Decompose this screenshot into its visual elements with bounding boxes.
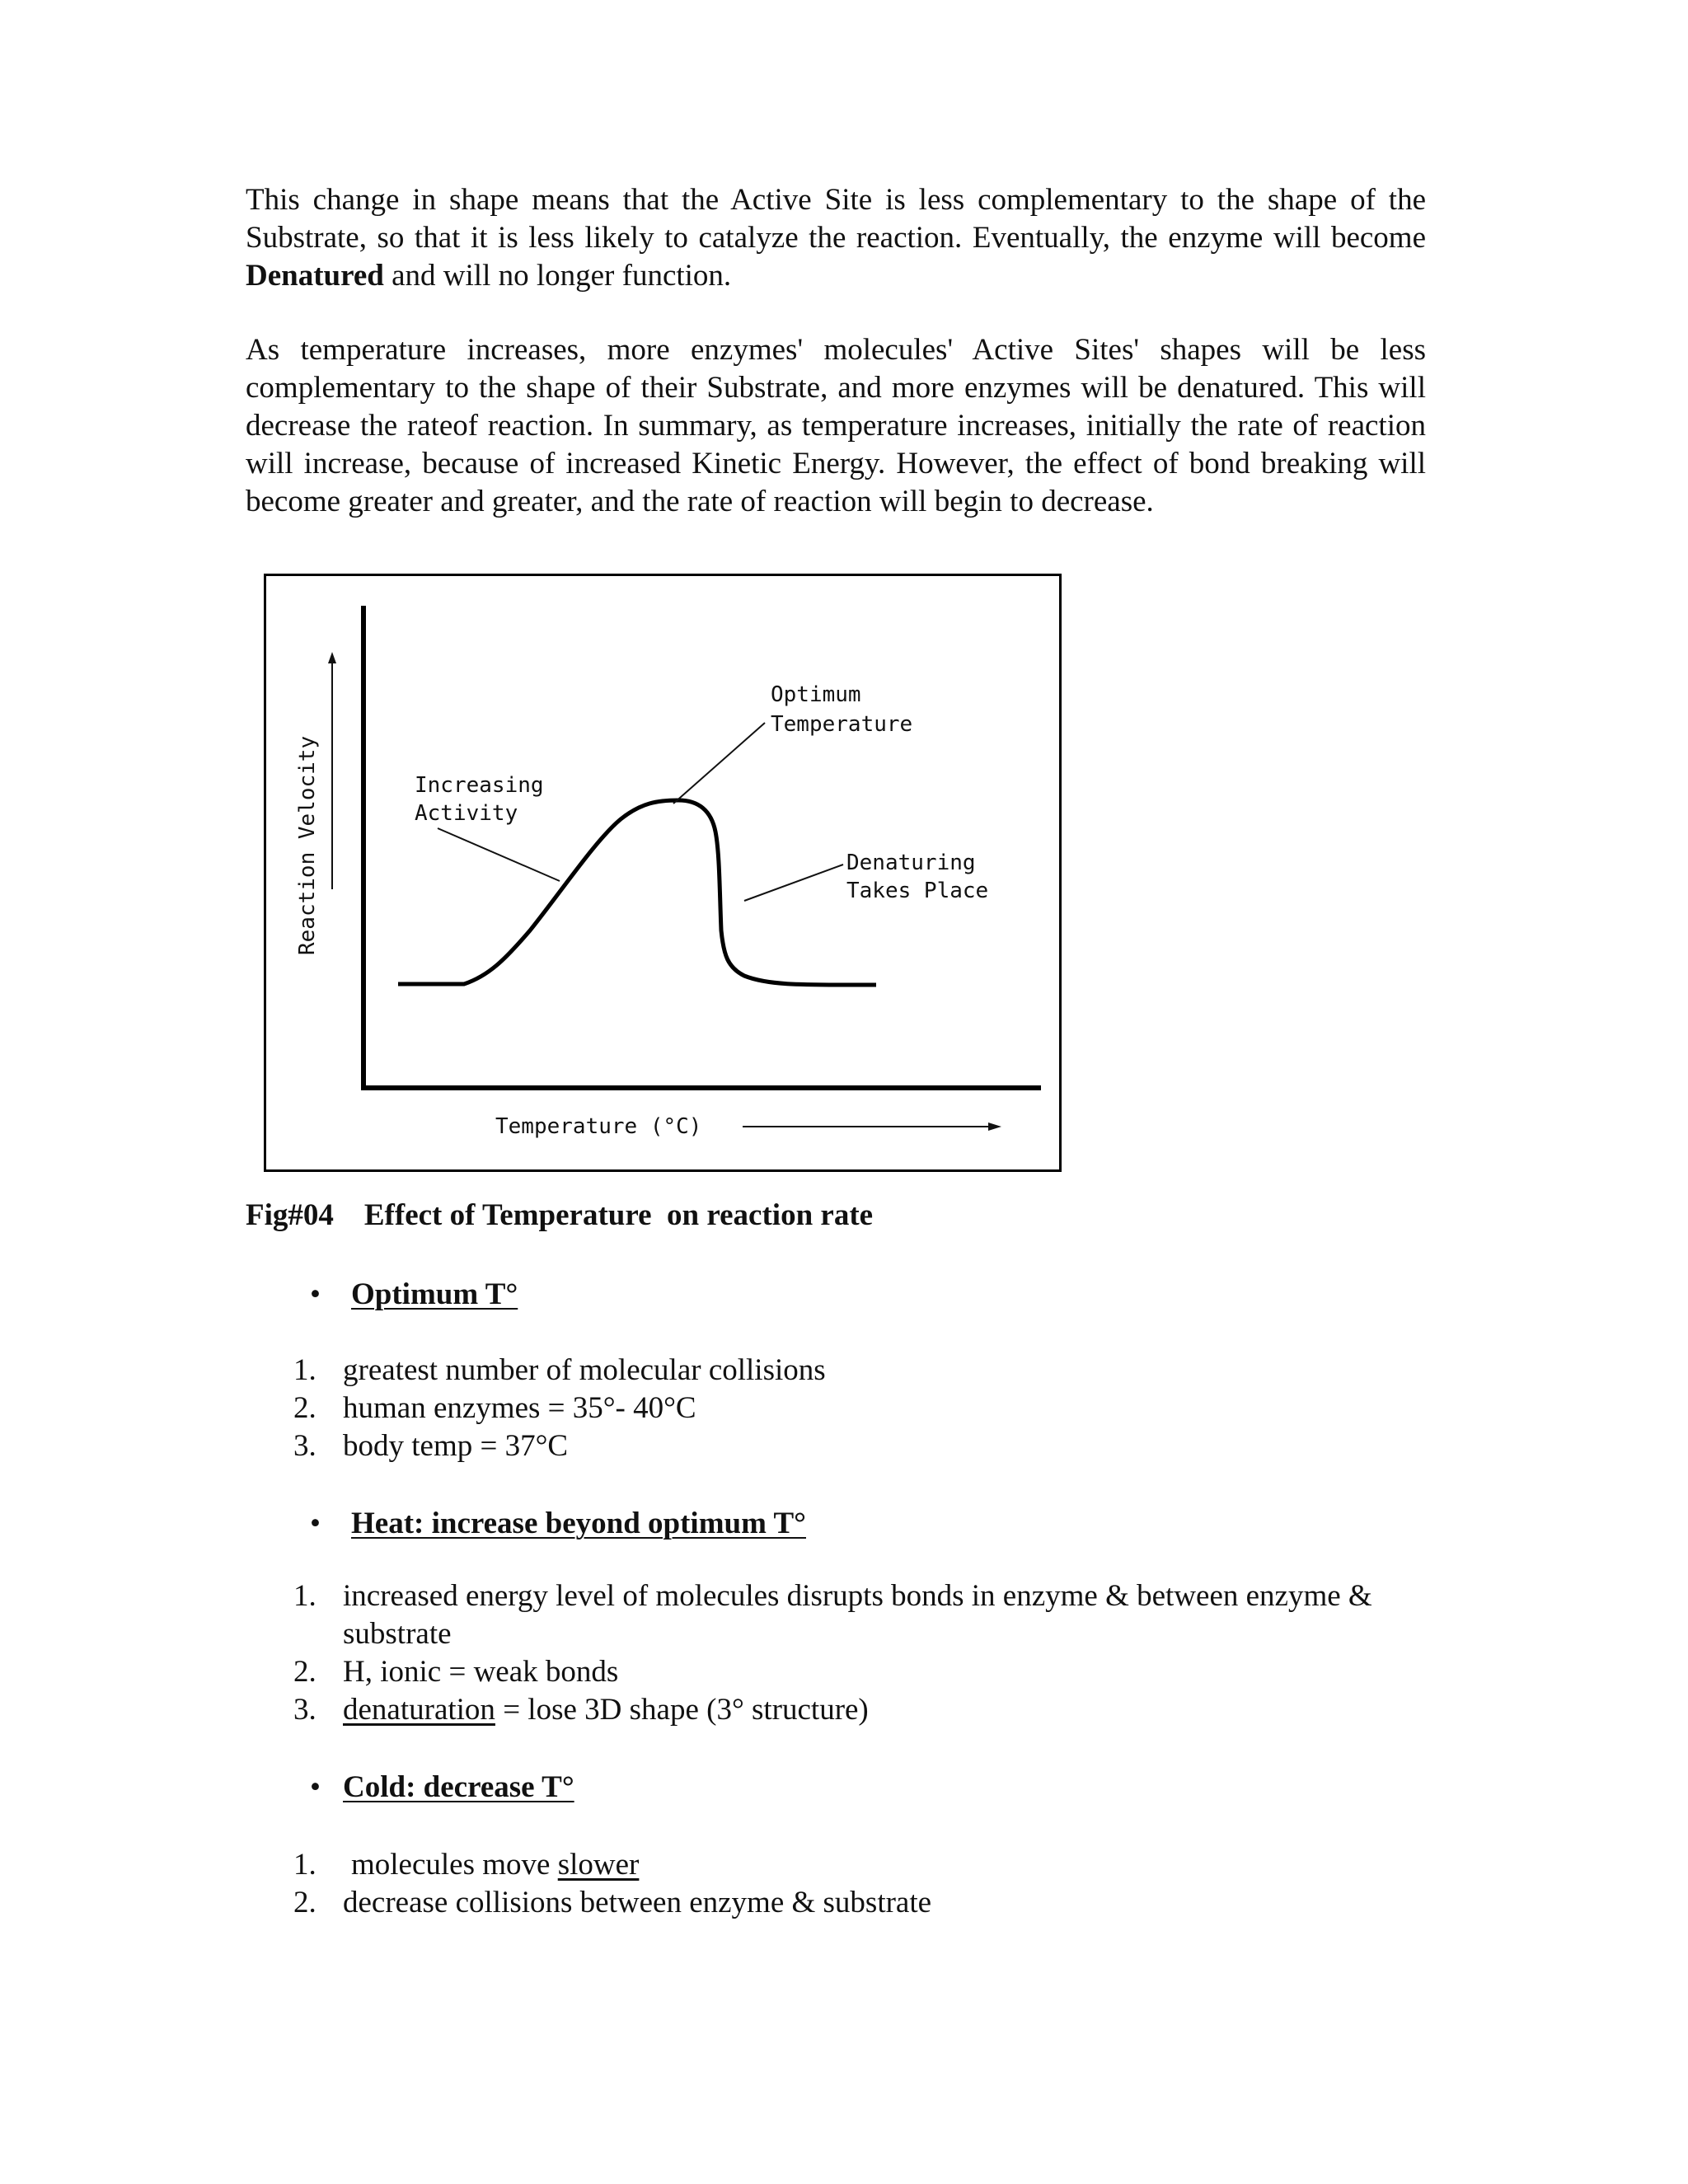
list-number: 3. — [293, 1693, 316, 1727]
y-axis-arrowhead — [328, 652, 336, 663]
leader-line-optimum — [673, 723, 765, 804]
leader-line-increasing — [438, 828, 560, 881]
list-number: 1. — [293, 1579, 316, 1613]
paragraph-temperature-summary: As temperature increases, more enzymes' molecules' Active Sites' shapes will be less complementary to the shape of their Substrate, and more enzymes will be denatured. This will decrease the rateof reaction. In summary, as temperature increases, initially the rate of reaction will increase, because of increased Kinetic Energy. However, the effect of bond breaking will become greater and greater, and the rate of reaction will begin to decrease. — [246, 333, 1426, 518]
list-item-text: H, ionic = weak bonds — [343, 1655, 619, 1689]
annotation-optimum: Optimum — [771, 682, 861, 707]
annotation-activity: Activity — [415, 801, 518, 826]
list-item-text: body temp = 37°C — [343, 1429, 569, 1463]
bullet-dot: • — [310, 1770, 321, 1804]
leader-line-denaturing — [744, 865, 843, 901]
list-item-text: decrease collisions between enzyme & substrate — [343, 1886, 932, 1919]
text-molecules-move: molecules move — [351, 1848, 558, 1882]
list-item — [293, 1577, 1414, 1653]
list-item — [293, 1691, 1447, 1729]
annotation-increasing: Increasing — [415, 773, 544, 798]
x-axis-arrowhead — [988, 1122, 1001, 1131]
reaction-velocity-diagram — [266, 576, 1059, 1169]
list-number: 1. — [293, 1353, 316, 1387]
definition-text: = lose 3D shape (3° structure) — [495, 1693, 869, 1727]
list-item — [293, 1427, 1447, 1465]
list-item-text — [343, 1691, 1447, 1729]
paragraph-text: This change in shape means that the Active Site is less complementary to the shape of the Substrate, so that it is less likely to catalyze the reaction. Eventually, the enzyme will become — [246, 183, 1426, 255]
list-item — [293, 1653, 1447, 1691]
list-item-text: human enzymes = 35°- 40°C — [343, 1391, 696, 1425]
list-item — [293, 1390, 1447, 1427]
bullet-dot: • — [310, 1507, 321, 1540]
list-item — [293, 1884, 1447, 1922]
annotation-takes-place: Takes Place — [846, 879, 989, 903]
term-denaturation: denaturation — [343, 1693, 495, 1727]
annotation-temperature: Temperature — [771, 712, 913, 737]
paragraph-denatured — [246, 181, 1426, 295]
list-item-text — [351, 1846, 1447, 1884]
list-number: 2. — [293, 1391, 316, 1425]
bullet-dot: • — [310, 1277, 321, 1311]
heading-heat: Heat: increase beyond optimum T° — [351, 1507, 806, 1540]
annotation-denaturing: Denaturing — [846, 851, 976, 875]
figure-caption: Fig#04 Effect of Temperature on reaction rate — [246, 1198, 874, 1232]
velocity-curve — [398, 800, 876, 985]
y-axis-label: Reaction Velocity — [295, 735, 320, 955]
term-slower: slower — [557, 1848, 640, 1882]
list-item — [293, 1352, 1447, 1390]
list-item-text: increased energy level of molecules disrupts bonds in enzyme & between enzyme & substrate — [343, 1579, 1372, 1651]
list-item-text: greatest number of molecular collisions — [343, 1353, 826, 1387]
list-number: 2. — [293, 1655, 316, 1689]
heading-optimum: Optimum T° — [351, 1277, 518, 1311]
list-number: 3. — [293, 1429, 316, 1463]
x-axis-label: Temperature (°C) — [495, 1114, 702, 1139]
heading-cold: Cold: decrease T° — [343, 1770, 574, 1804]
paragraph-text: and will no longer function. — [383, 259, 732, 293]
list-number: 2. — [293, 1886, 316, 1919]
figure-temperature-graph — [264, 574, 1062, 1172]
bold-term-denatured: Denatured — [246, 259, 384, 293]
list-item — [293, 1846, 1447, 1884]
list-number: 1. — [293, 1848, 316, 1882]
